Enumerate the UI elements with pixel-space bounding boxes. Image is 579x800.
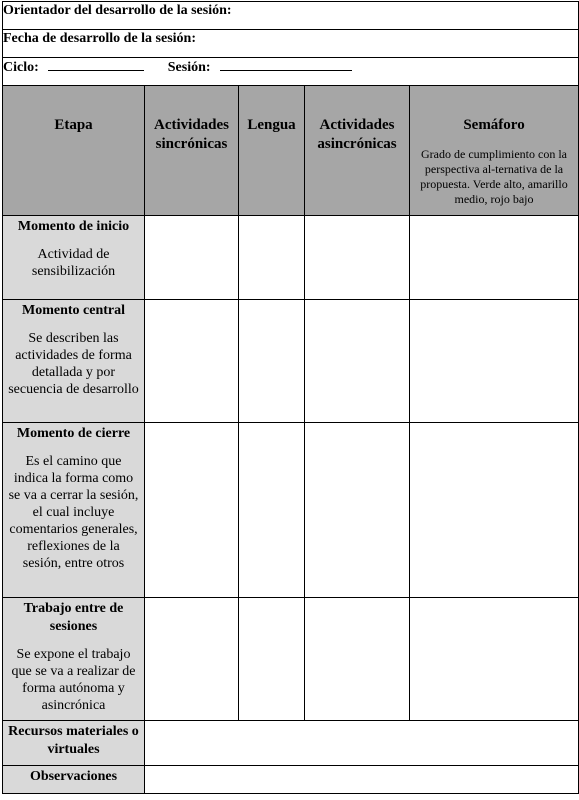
stage-inicio [3, 216, 145, 300]
stage-description: Actividad de sensibilización [31, 247, 116, 279]
ciclo-blank[interactable] [48, 58, 144, 71]
semaforo-cell[interactable] [410, 423, 579, 598]
asincronicas-cell[interactable] [305, 423, 410, 598]
stage-title: Momento central [21, 303, 126, 318]
semaforo-header [410, 86, 579, 216]
stage-description: Es el camino que indica la forma como se va a cerrar la sesión, el cual incluye comentarios generales, reflexiones de la sesión, entre otros [8, 454, 139, 571]
stage-title: Momento de cierre [16, 426, 131, 441]
orientador-label: Orientador del desarrollo de la sesión: [3, 3, 232, 18]
asincronicas-cell[interactable] [305, 216, 410, 300]
observaciones-label: Observaciones [29, 769, 118, 784]
sincronicas-cell[interactable] [145, 423, 239, 598]
recursos-label-cell [3, 721, 145, 766]
sincronicas-header: Actividades sincrónicas [145, 86, 239, 216]
session-planning-table [2, 1, 579, 794]
recursos-cell[interactable] [145, 721, 579, 766]
orientador-field[interactable] [3, 2, 579, 30]
fecha-field[interactable] [3, 30, 579, 58]
ciclo-sesion-field[interactable] [3, 58, 579, 86]
sincronicas-cell[interactable] [145, 598, 239, 721]
lengua-header: Lengua [239, 86, 305, 216]
lengua-cell[interactable] [239, 598, 305, 721]
semaforo-cell[interactable] [410, 216, 579, 300]
asincronicas-header: Actividades asincrónicas [305, 86, 410, 216]
lengua-cell[interactable] [239, 423, 305, 598]
semaforo-cell[interactable] [410, 300, 579, 423]
sesion-blank[interactable] [220, 58, 352, 71]
lengua-cell[interactable] [239, 300, 305, 423]
asincronicas-cell[interactable] [305, 598, 410, 721]
stage-title: Trabajo entre de sesiones [23, 601, 124, 634]
stage-cierre [3, 423, 145, 598]
sincronicas-cell[interactable] [145, 300, 239, 423]
stage-description: Se describen las actividades de forma detallada y por secuencia de desarrollo [8, 331, 139, 397]
sincronicas-cell[interactable] [145, 216, 239, 300]
observaciones-cell[interactable] [145, 766, 579, 794]
semaforo-description: Grado de cumplimiento con la perspectiva al-ternativa de la propuesta. Verde alto, amarillo medio, rojo bajo [420, 147, 568, 206]
stage-entre-sesiones [3, 598, 145, 721]
stage-title: Momento de inicio [17, 219, 130, 234]
recursos-label: Recursos materiales o virtuales [8, 724, 139, 757]
semaforo-cell[interactable] [410, 598, 579, 721]
stage-central [3, 300, 145, 423]
asincronicas-cell[interactable] [305, 300, 410, 423]
ciclo-label: Ciclo: [3, 60, 39, 75]
sesion-label: Sesión: [167, 60, 211, 75]
etapa-header: Etapa [3, 86, 145, 216]
fecha-label: Fecha de desarrollo de la sesión: [3, 31, 197, 46]
stage-description: Se expone el trabajo que se va a realizar de forma autónoma y asincrónica [11, 647, 136, 713]
semaforo-title: Semáforo [463, 117, 525, 133]
lengua-cell[interactable] [239, 216, 305, 300]
observaciones-label-cell [3, 766, 145, 794]
